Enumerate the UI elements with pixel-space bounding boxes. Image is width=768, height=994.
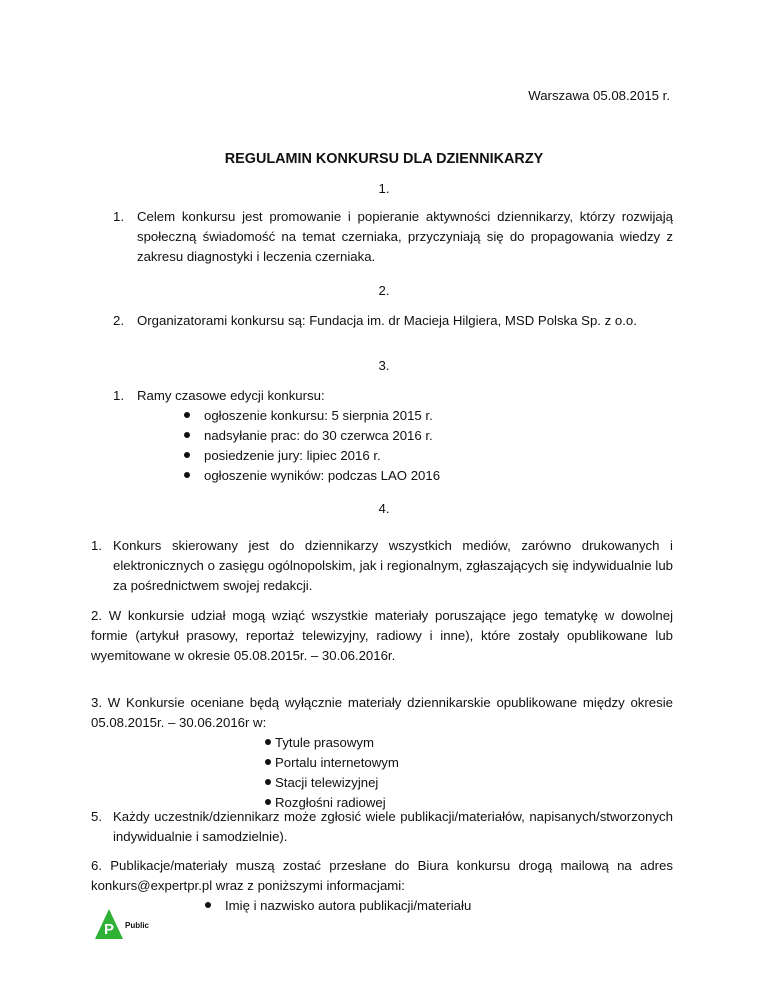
section-4-p3-bullet-list [265,733,399,813]
item-number: 1. [113,209,124,224]
bullet-icon [265,759,271,765]
bullet-icon [205,902,211,908]
section-4-paragraph-3: 3. W Konkursie oceniane będą wyłącznie materiały dziennikarskie opublikowane między okresie 05.08.2015r. – 30.06.2016r w: [91,695,673,730]
list-item: Portalu internetowym [265,753,399,773]
section-4-heading: 4. [378,501,390,516]
item-number: 2. [113,313,124,328]
list-item: ogłoszenie wyników: podczas LAO 2016 [184,466,440,486]
bullet-icon [265,739,271,745]
section-2-heading: 2. [378,283,390,298]
document-date: Warszawa 05.08.2015 r. [528,88,670,103]
section-3-item [113,386,325,406]
logo-letter: P [103,921,115,938]
section-3-text: Ramy czasowe edycji konkursu: [137,388,325,403]
public-logo [95,907,155,941]
document-title: REGULAMIN KONKURSU DLA DZIENNIKARZY [224,151,544,167]
list-item: nadsyłanie prac: do 30 czerwca 2016 r. [184,426,440,446]
section-3-heading: 3. [378,358,390,373]
section-4-paragraph-2: 2. W konkursie udział mogą wziąć wszystkie materiały poruszające jego tematykę w dowolnej formie (artykuł prasowy, reportaż telewizyjny, radiowy i inne), które zostały opublikowane lub wyemitowane w okresie 05.08.2015r. – 30.06.2016r. [91,608,673,663]
section-3-bullet-list [184,406,440,486]
logo-text: Public [125,921,150,930]
list-item: Imię i nazwisko autora publikacji/materiału [205,896,471,916]
paragraph-text: Każdy uczestnik/dziennikarz może zgłosić wiele publikacji/materiałów, napisanych/stworzonych indywidualnie i samodzielnie). [113,809,673,844]
bullet-icon [265,799,271,805]
bullet-icon [265,779,271,785]
section-1-item [113,207,673,267]
section-1-text: Celem konkursu jest promowanie i popieranie aktywności dziennikarzy, którzy rozwijają społeczną świadomość na temat czerniaka, przyczyniają się do propagowania wiedzy z zakresu diagnostyki i leczenia czerniaka. [137,209,673,264]
bullet-icon [184,472,190,478]
list-item: Rozgłośni radiowej [265,793,399,813]
bullet-icon [184,432,190,438]
bullet-icon [184,412,190,418]
item-number: 1. [91,538,102,553]
list-item: ogłoszenie konkursu: 5 sierpnia 2015 r. [184,406,440,426]
item-number: 5. [91,809,102,824]
item-number: 1. [113,388,124,403]
list-item: Tytule prasowym [265,733,399,753]
section-2-text: Organizatorami konkursu są: Fundacja im. dr Macieja Hilgiera, MSD Polska Sp. z o.o. [137,313,637,328]
section-2-item [113,311,673,331]
section-1-heading: 1. [378,181,390,196]
section-4-p6-bullet-list [205,896,471,916]
section-4-paragraph-1 [91,536,673,596]
section-4-paragraph-6: 6. Publikacje/materiały muszą zostać przesłane do Biura konkursu drogą mailową na adres konkurs@expertpr.pl wraz z poniższymi informacjami: [91,858,673,893]
list-item: posiedzenie jury: lipiec 2016 r. [184,446,440,466]
paragraph-text: Konkurs skierowany jest do dziennikarzy wszystkich mediów, zarówno drukowanych i elektronicznych o zasięgu ogólnopolskim, jak i regionalnym, zgłaszających się indywidualnie lub za pośrednictwem swojej redakcji. [113,538,673,593]
logo-triangle-icon [95,907,155,941]
bullet-icon [184,452,190,458]
list-item: Stacji telewizyjnej [265,773,399,793]
section-4-paragraph-5 [91,807,673,847]
